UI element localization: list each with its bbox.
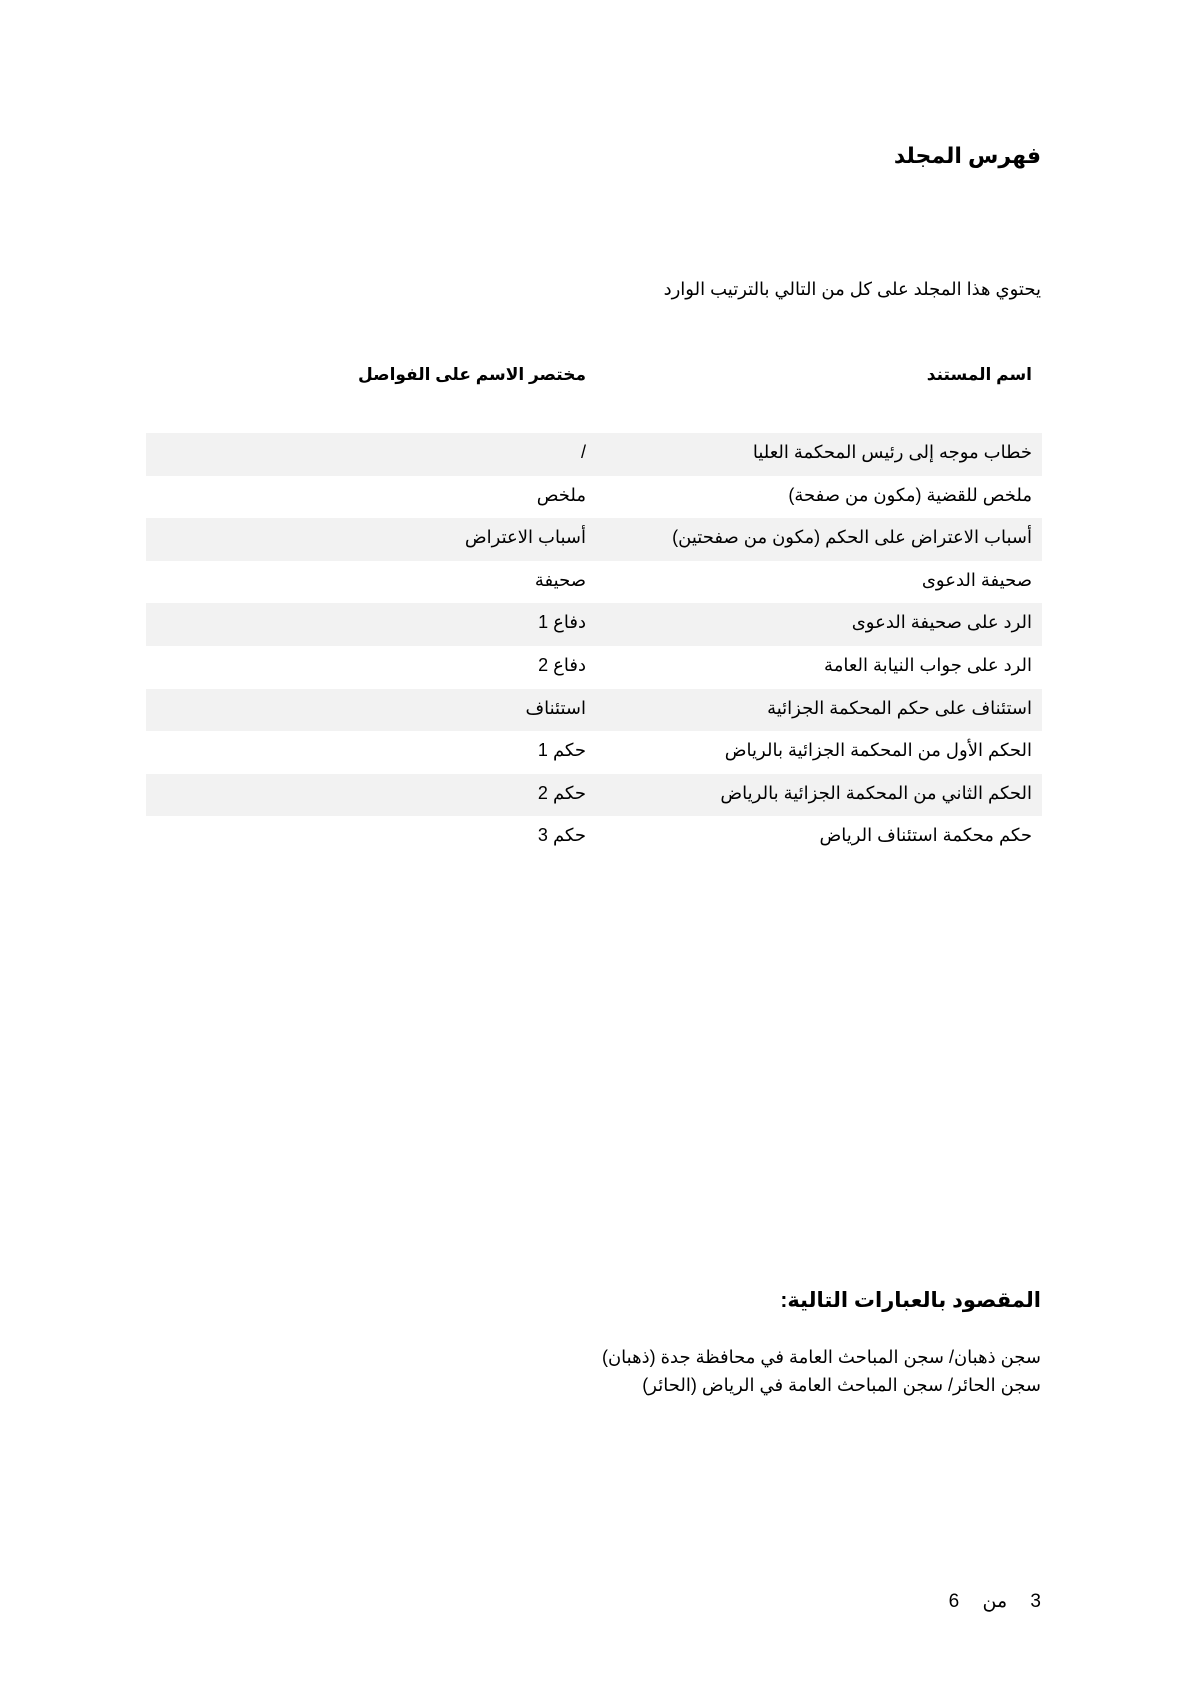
table-row	[146, 603, 1042, 646]
table-row	[146, 476, 1042, 519]
table-row	[146, 816, 1042, 859]
intro-text: يحتوي هذا المجلد على كل من التالي بالترتيب الوارد	[663, 279, 1041, 299]
page-number-separator: من	[982, 1591, 1008, 1612]
page-title: فهرس المجلد	[893, 143, 1041, 168]
table-row	[146, 689, 1042, 732]
current-page-number: 3	[1030, 1591, 1041, 1612]
total-pages-number: 6	[948, 1591, 960, 1612]
abbreviation-cell: حكم 3	[537, 825, 586, 846]
abbreviation-cell: /	[580, 442, 586, 462]
page-number	[949, 1590, 1041, 1613]
column-header-abbreviation: مختصر الاسم على الفواصل	[357, 365, 586, 384]
table-row	[146, 774, 1042, 817]
document-name-cell: الرد على صحيفة الدعوى	[851, 612, 1032, 633]
abbreviation-cell: دفاع 2	[538, 654, 586, 675]
definition-line: سجن ذهبان/ سجن المباحث العامة في محافظة جدة (ذهبان)	[601, 1347, 1041, 1367]
column-header-name: اسم المستند	[926, 365, 1032, 384]
abbreviation-cell: ملخص	[536, 484, 586, 505]
abbreviation-cell: صحيفة	[534, 569, 586, 590]
document-name-cell: الرد على جواب النيابة العامة	[824, 654, 1032, 675]
abbreviation-cell: أسباب الاعتراض	[464, 527, 586, 548]
abbreviation-cell: استئناف	[525, 697, 586, 718]
document-name-cell: استئناف على حكم المحكمة الجزائية	[767, 697, 1032, 718]
abbreviation-cell: حكم 1	[537, 740, 586, 761]
document-name-cell: الحكم الثاني من المحكمة الجزائية بالرياض	[720, 782, 1032, 803]
table-header	[146, 365, 1042, 395]
document-name-cell: صحيفة الدعوى	[921, 569, 1032, 590]
document-name-cell: خطاب موجه إلى رئيس المحكمة العليا	[752, 442, 1032, 462]
table-row	[146, 731, 1042, 774]
table-row	[146, 646, 1042, 689]
table-row	[146, 518, 1042, 561]
table-row	[146, 561, 1042, 604]
definition-line: سجن الحائر/ سجن المباحث العامة في الرياض (الحائر)	[642, 1375, 1041, 1395]
document-name-cell: حكم محكمة استئناف الرياض	[819, 825, 1032, 846]
abbreviation-cell: حكم 2	[537, 782, 586, 803]
document-name-cell: أسباب الاعتراض على الحكم (مكون من صفحتين)	[672, 527, 1032, 548]
document-name-cell: ملخص للقضية (مكون من صفحة)	[788, 484, 1032, 505]
document-name-cell: الحكم الأول من المحكمة الجزائية بالرياض	[724, 740, 1032, 761]
definitions-list	[602, 1343, 1041, 1399]
table-row	[146, 433, 1042, 476]
definitions-title: المقصود بالعبارات التالية:	[780, 1289, 1041, 1312]
index-table	[146, 433, 1042, 859]
abbreviation-cell: دفاع 1	[538, 612, 586, 633]
